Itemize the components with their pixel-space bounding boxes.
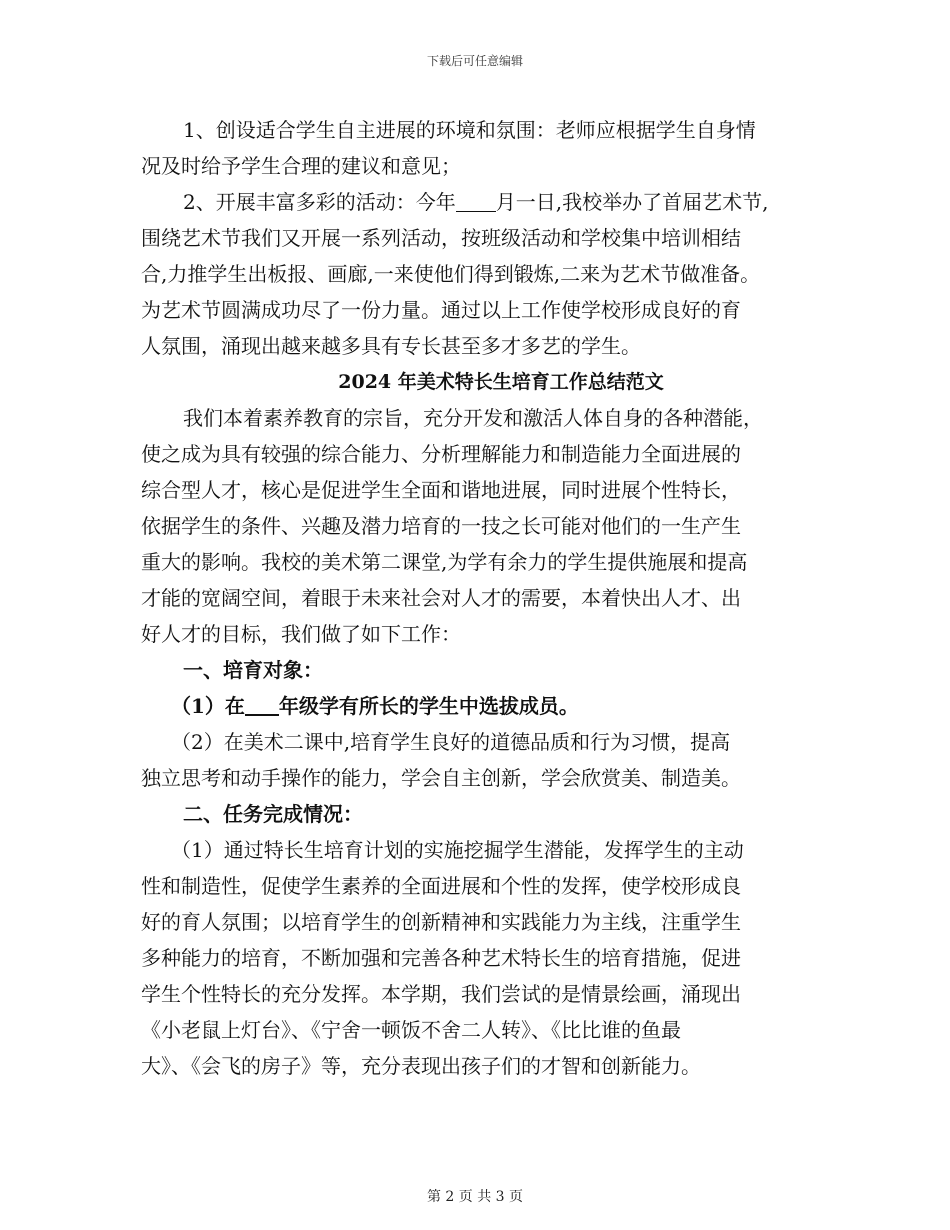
text-fragment: 月一日,我校举办了首届艺术节, bbox=[495, 190, 769, 214]
paragraph-line: 使之成为具有较强的综合能力、分析理解能力和制造能力全面进展的 bbox=[141, 442, 741, 466]
document-body bbox=[141, 112, 821, 1084]
text-fragment: 2、开展丰富多彩的活动：今年 bbox=[183, 190, 456, 214]
paragraph-line: 性和制造性，促使学生素养的全面进展和个性的发挥，使学校形成良 bbox=[141, 874, 741, 898]
document-title: 2024 年美术特长生培育工作总结范文 bbox=[338, 371, 664, 393]
section-heading: 一、培育对象： bbox=[183, 658, 323, 682]
paragraph-line: 人氛围，涌现出越来越多具有专长甚至多才多艺的学生。 bbox=[141, 334, 641, 358]
fill-blank bbox=[456, 191, 496, 212]
paragraph-line: 好人才的目标，我们做了如下工作： bbox=[141, 622, 461, 646]
text-fragment: （1）在 bbox=[171, 694, 245, 718]
paragraph-line: 依据学生的条件、兴趣及潜力培育的一技之长可能对他们的一生产生 bbox=[141, 514, 741, 538]
paragraph-line: 重大的影响。我校的美术第二课堂,为学有余力的学生提供施展和提高 bbox=[141, 550, 748, 574]
list-item bbox=[141, 688, 821, 724]
paragraph-line: 围绕艺术节我们又开展一系列活动，按班级活动和学校集中培训相结 bbox=[141, 226, 741, 250]
paragraph-line: 好的育人氛围；以培育学生的创新精神和实践能力为主线，注重学生 bbox=[141, 910, 741, 934]
paragraph-line: （2）在美术二课中,培育学生良好的道德品质和行为习惯，提高 bbox=[171, 730, 731, 754]
text-fragment: 年级学有所长的学生中选拔成员。 bbox=[278, 694, 579, 718]
fill-blank bbox=[245, 694, 279, 716]
page-header: 下载后可任意编辑 bbox=[426, 54, 523, 68]
section-heading: 二、任务完成情况： bbox=[183, 802, 363, 826]
paragraph-line: 我们本着素养教育的宗旨，充分开发和激活人体自身的各种潜能， bbox=[183, 406, 763, 430]
paragraph-line: 大》、《会飞的房子》等，充分表现出孩子们的才智和创新能力。 bbox=[141, 1054, 701, 1078]
paragraph-line: 独立思考和动手操作的能力，学会自主创新，学会欣赏美、制造美。 bbox=[141, 766, 741, 790]
paragraph-line: 多种能力的培育，不断加强和完善各种艺术特长生的培育措施，促进 bbox=[141, 946, 741, 970]
paragraph-line: （1）通过特长生培育计划的实施挖掘学生潜能，发挥学生的主动 bbox=[171, 838, 744, 862]
paragraph-line: 1、创设适合学生自主进展的环境和氛围：老师应根据学生自身情 bbox=[183, 118, 756, 142]
paragraph-line bbox=[141, 184, 821, 220]
paragraph-line: 综合型人才，核心是促进学生全面和谐地进展，同时进展个性特长， bbox=[141, 478, 741, 502]
paragraph-line: 学生个性特长的充分发挥。本学期，我们尝试的是情景绘画，涌现出 bbox=[141, 982, 741, 1006]
paragraph-line: 况及时给予学生合理的建议和意见； bbox=[141, 154, 461, 178]
paragraph-line: 《小老鼠上灯台》、《宁舍一顿饭不舍二人转》、《比比谁的鱼最 bbox=[141, 1018, 681, 1042]
paragraph-line: 才能的宽阔空间，着眼于未来社会对人才的需要，本着快出人才、出 bbox=[141, 586, 741, 610]
page-footer: 第 2 页 共 3 页 bbox=[426, 1189, 524, 1205]
paragraph-line: 合,力推学生出板报、画廊,一来使他们得到锻炼,二来为艺术节做准备。 bbox=[141, 262, 761, 286]
paragraph-line: 为艺术节圆满成功尽了一份力量。通过以上工作使学校形成良好的育 bbox=[141, 298, 741, 322]
